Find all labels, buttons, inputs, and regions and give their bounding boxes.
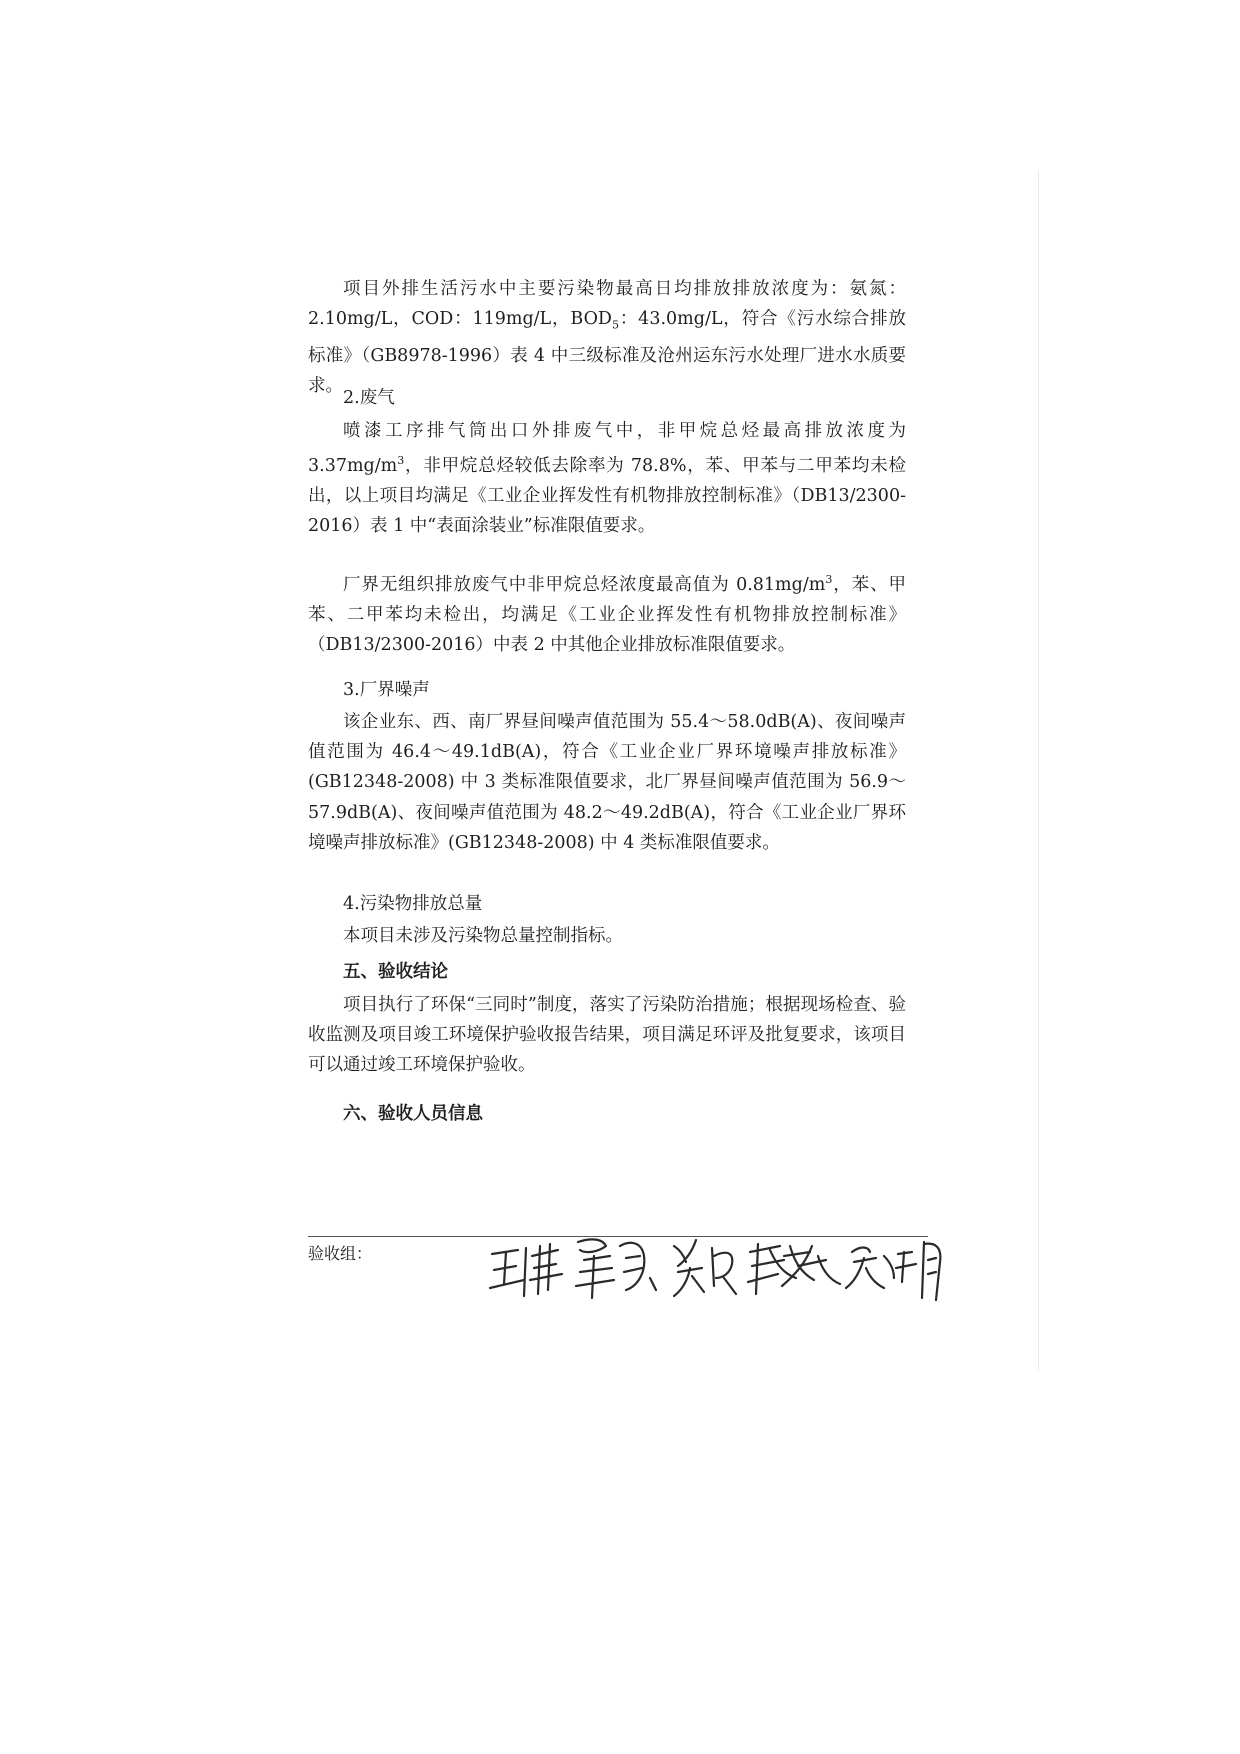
- paragraph-fugitive-exhaust: 厂界无组织排放废气中非甲烷总烃浓度最高值为 $0.81mg/m^3$，苯、甲苯、二甲苯均未检出，均满足《工业企业挥发性有机物排放控制标准》（DB13/2300-2016）中表 2 中其他企业排放标准限值要求。: [308, 573, 906, 656]
- signature-5: [846, 1242, 940, 1300]
- section-heading-total-emissions: 4.污染物排放总量: [343, 894, 483, 914]
- signature-3: [674, 1240, 736, 1296]
- paragraph-wastewater: 项目外排生活污水中主要污染物最高日均排放排放浓度为：氨氮：2.10mg/L，COD：119mg/L，$BOD_5$：43.0mg/L，符合《污水综合排放标准》（GB8978-1996）表 4 中三级标准及沧州运东污水处理厂进水水质要求。: [308, 279, 907, 397]
- section-heading-conclusion: 五、验收结论: [343, 962, 448, 982]
- signature-2: [576, 1239, 656, 1298]
- section-heading-noise: 3.厂界噪声: [343, 680, 430, 700]
- paragraph-conclusion: 项目执行了环保“三同时”制度，落实了污染防治措施；根据现场检查、验收监测及项目竣工环境保护验收报告结果，项目满足环评及批复要求，该项目可以通过竣工环境保护验收。: [308, 995, 906, 1076]
- paragraph-spray-exhaust: 喷漆工序排气筒出口外排废气中，非甲烷总烃最高排放浓度为 $3.37mg/m^3$，非甲烷总烃较低去除率为 78.8%，苯、甲苯与二甲苯均未检出，以上项目均满足《工业企业挥发性有机物排放控制标准》（DB13/2300-2016）表 1 中“表面涂装业”标准限值要求。: [308, 421, 906, 537]
- section-heading-personnel: 六、验收人员信息: [343, 1104, 483, 1124]
- paragraph-total-emissions: 本项目未涉及污染物总量控制指标。: [343, 926, 623, 946]
- handwritten-signatures: [480, 1216, 950, 1316]
- signature-4: [748, 1244, 840, 1294]
- section-heading-exhaust: 2.废气: [343, 388, 395, 408]
- signature-1: [490, 1244, 562, 1296]
- paragraph-noise: 该企业东、西、南厂界昼间噪声值范围为 55.4～58.0dB(A)、夜间噪声值范围为 46.4～49.1dB(A)，符合《工业企业厂界环境噪声排放标准》(GB12348-2008) 中 3 类标准限值要求，北厂界昼间噪声值范围为 56.9～57.9dB(A)、夜间噪声值范围为 48.2～49.2dB(A)，符合《工业企业厂界环境噪声排放标准》(GB12348-2008) 中 4 类标准限值要求。: [308, 712, 906, 853]
- scan-edge-line: [1038, 170, 1039, 1370]
- acceptance-group-label: 验收组：: [308, 1244, 373, 1263]
